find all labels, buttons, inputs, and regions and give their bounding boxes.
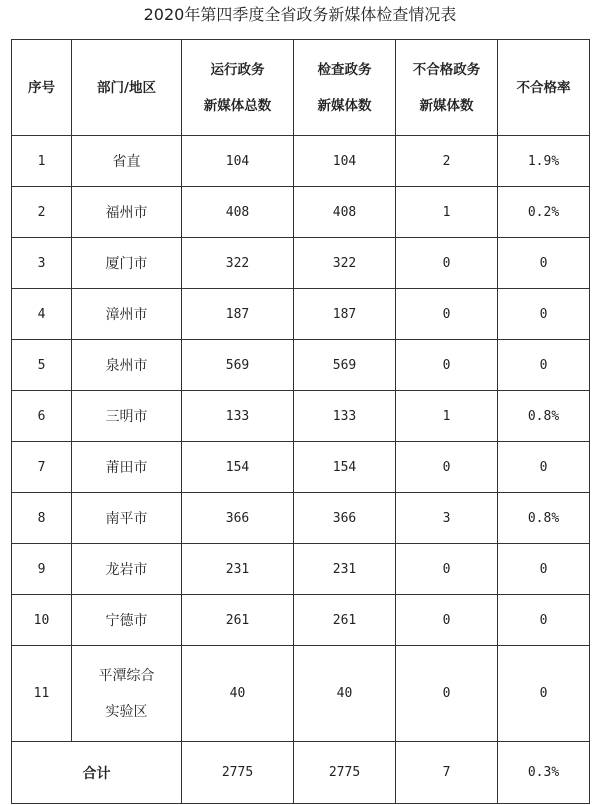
running-cell: 408 — [182, 187, 294, 238]
dept-cell — [72, 646, 182, 742]
rate-cell: 0 — [498, 544, 590, 595]
seq-cell: 5 — [12, 340, 72, 391]
table-row — [12, 136, 590, 187]
dept-cell: 龙岩市 — [72, 544, 182, 595]
header-dept: 部门/地区 — [72, 40, 182, 136]
table-row — [12, 493, 590, 544]
header-running — [182, 40, 294, 136]
running-cell: 569 — [182, 340, 294, 391]
total-failed-cell: 7 — [396, 742, 498, 804]
header-checked — [294, 40, 396, 136]
seq-cell: 2 — [12, 187, 72, 238]
failed-cell: 0 — [396, 595, 498, 646]
dept-cell: 莆田市 — [72, 442, 182, 493]
page-title: 2020年第四季度全省政务新媒体检查情况表 — [143, 5, 457, 24]
dept-cell: 省直 — [72, 136, 182, 187]
failed-cell: 0 — [396, 544, 498, 595]
table-row — [12, 646, 590, 742]
seq-cell: 4 — [12, 289, 72, 340]
rate-cell: 0 — [498, 646, 590, 742]
failed-cell: 0 — [396, 289, 498, 340]
total-running-cell: 2775 — [182, 742, 294, 804]
checked-cell: 104 — [294, 136, 396, 187]
running-cell: 261 — [182, 595, 294, 646]
header-failed-line2: 新媒体数 — [419, 97, 474, 114]
failed-cell: 2 — [396, 136, 498, 187]
total-rate-cell: 0.3% — [498, 742, 590, 804]
seq-cell: 11 — [12, 646, 72, 742]
running-cell: 231 — [182, 544, 294, 595]
header-failed-line1: 不合格政务 — [412, 61, 481, 78]
checked-cell: 133 — [294, 391, 396, 442]
checked-cell: 154 — [294, 442, 396, 493]
header-checked-line1: 检查政务 — [317, 61, 372, 78]
rate-cell: 1.9% — [498, 136, 590, 187]
dept-cell: 泉州市 — [72, 340, 182, 391]
running-cell: 133 — [182, 391, 294, 442]
running-cell: 104 — [182, 136, 294, 187]
total-label: 合计 — [12, 742, 182, 804]
dept-cell: 福州市 — [72, 187, 182, 238]
failed-cell: 0 — [396, 238, 498, 289]
header-running-line2: 新媒体总数 — [203, 97, 272, 114]
rate-cell: 0.8% — [498, 391, 590, 442]
failed-cell: 1 — [396, 187, 498, 238]
inspection-table — [11, 39, 590, 804]
table-row — [12, 391, 590, 442]
dept-cell: 南平市 — [72, 493, 182, 544]
seq-cell: 9 — [12, 544, 72, 595]
rate-cell: 0 — [498, 595, 590, 646]
header-failed — [396, 40, 498, 136]
header-row — [12, 40, 590, 136]
header-checked-line2: 新媒体数 — [317, 97, 372, 114]
header-running-line1: 运行政务 — [210, 61, 265, 78]
header-seq: 序号 — [12, 40, 72, 136]
checked-cell: 569 — [294, 340, 396, 391]
failed-cell: 1 — [396, 391, 498, 442]
table-row — [12, 340, 590, 391]
running-cell: 187 — [182, 289, 294, 340]
seq-cell: 1 — [12, 136, 72, 187]
running-cell: 154 — [182, 442, 294, 493]
checked-cell: 187 — [294, 289, 396, 340]
seq-cell: 7 — [12, 442, 72, 493]
rate-cell: 0.2% — [498, 187, 590, 238]
dept-cell: 厦门市 — [72, 238, 182, 289]
dept-cell: 三明市 — [72, 391, 182, 442]
table-row — [12, 289, 590, 340]
seq-cell: 6 — [12, 391, 72, 442]
dept-line2: 实验区 — [105, 703, 148, 720]
failed-cell: 3 — [396, 493, 498, 544]
running-cell: 366 — [182, 493, 294, 544]
checked-cell: 231 — [294, 544, 396, 595]
checked-cell: 366 — [294, 493, 396, 544]
seq-cell: 3 — [12, 238, 72, 289]
seq-cell: 8 — [12, 493, 72, 544]
seq-cell: 10 — [12, 595, 72, 646]
failed-cell: 0 — [396, 340, 498, 391]
dept-line1: 平潭综合 — [98, 667, 155, 684]
running-cell: 40 — [182, 646, 294, 742]
rate-cell: 0 — [498, 442, 590, 493]
failed-cell: 0 — [396, 442, 498, 493]
rate-cell: 0.8% — [498, 493, 590, 544]
table-row — [12, 595, 590, 646]
dept-cell: 漳州市 — [72, 289, 182, 340]
checked-cell: 322 — [294, 238, 396, 289]
table-row — [12, 544, 590, 595]
rate-cell: 0 — [498, 238, 590, 289]
failed-cell: 0 — [396, 646, 498, 742]
rate-cell: 0 — [498, 289, 590, 340]
table-row — [12, 238, 590, 289]
checked-cell: 40 — [294, 646, 396, 742]
checked-cell: 261 — [294, 595, 396, 646]
total-checked-cell: 2775 — [294, 742, 396, 804]
table-row — [12, 442, 590, 493]
checked-cell: 408 — [294, 187, 396, 238]
running-cell: 322 — [182, 238, 294, 289]
dept-cell: 宁德市 — [72, 595, 182, 646]
table-row — [12, 187, 590, 238]
total-row — [12, 742, 590, 804]
header-rate: 不合格率 — [498, 40, 590, 136]
rate-cell: 0 — [498, 340, 590, 391]
